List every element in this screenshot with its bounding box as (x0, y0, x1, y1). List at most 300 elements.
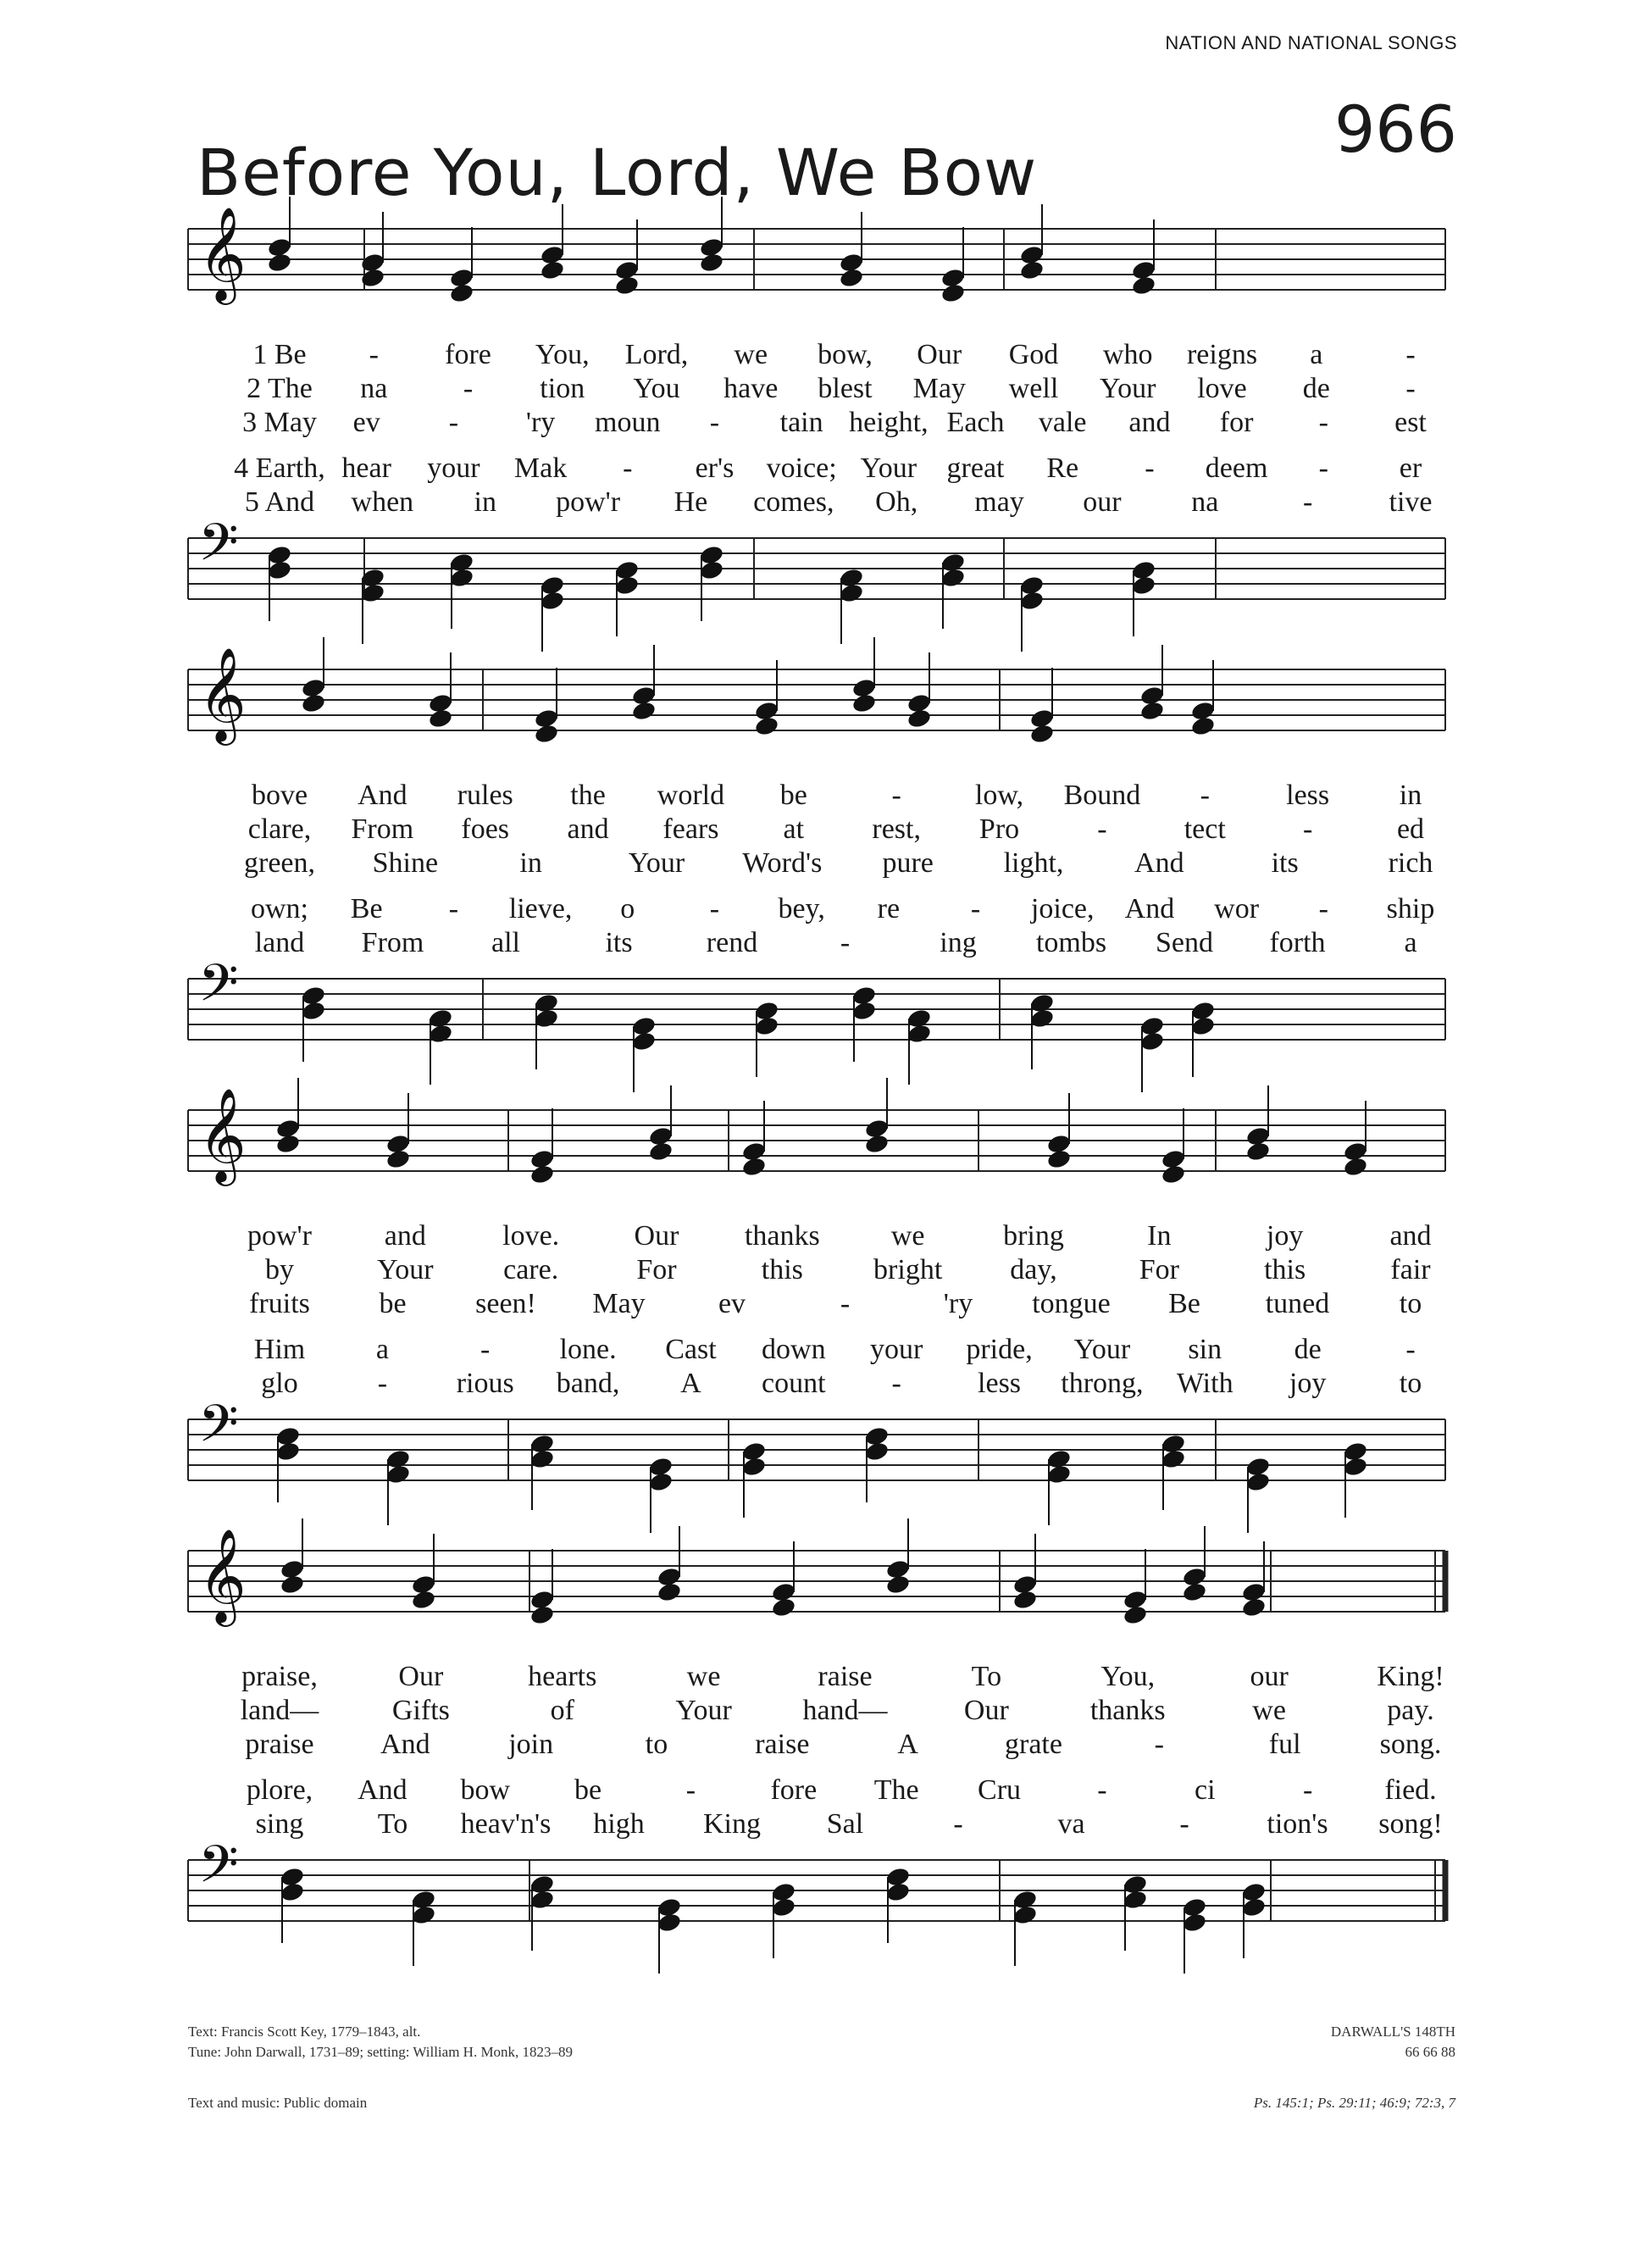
lyric-syllable: tion (540, 373, 585, 404)
bass-note-head (648, 1471, 674, 1493)
lyric-syllable: - (1302, 1774, 1313, 1806)
treble-note-head (940, 267, 967, 289)
lyric-syllable: your (870, 1334, 923, 1365)
lyric-syllable: we (734, 339, 768, 370)
lyric-syllable: to (1399, 1288, 1422, 1319)
lyric-syllable: - (1179, 1808, 1189, 1840)
lyric-syllable: reigns (1186, 339, 1258, 370)
lyric-syllable: You (633, 373, 680, 404)
lyric-syllable: bey, (778, 893, 825, 924)
bass-note-head (754, 1015, 780, 1037)
lyric-syllable: In (1147, 1220, 1172, 1252)
bass-note-head (940, 567, 967, 589)
lyric-syllable: our (1083, 486, 1122, 518)
lyric-syllable: Our (634, 1220, 679, 1252)
bass-note-head (631, 1030, 657, 1052)
lyric-syllable: raise (818, 1661, 873, 1692)
lyric-syllable: 2 The (247, 373, 313, 404)
bass-note-head (301, 1000, 327, 1022)
bass-note-head (1131, 575, 1157, 597)
bass-note-head (1139, 1030, 1166, 1052)
lyric-syllable: est (1394, 407, 1427, 438)
lyric-syllable: song! (1378, 1808, 1443, 1840)
lyric-syllable: for (1219, 407, 1254, 438)
lyric-syllable: and (567, 813, 609, 845)
lyric-syllable: A (680, 1368, 701, 1399)
lyric-syllable: 1 Be (252, 339, 307, 370)
lyric-syllable: when (351, 486, 414, 518)
bass-note-head (1241, 1896, 1267, 1918)
bass-note-head (540, 590, 566, 612)
treble-note-head (1139, 685, 1166, 707)
verse-2-line (0, 1695, 1652, 1729)
lyric-syllable: bring (1003, 1220, 1064, 1252)
lyric-syllable: re (877, 893, 901, 924)
lyric-syllable: comes, (753, 486, 834, 518)
lyric-syllable: band, (556, 1368, 620, 1399)
bass-note-head (529, 1448, 556, 1470)
bass-note-head (699, 559, 725, 581)
lyric-syllable: The (873, 1774, 919, 1806)
bass-note-head (411, 1904, 437, 1926)
lyric-syllable: ful (1268, 1729, 1301, 1760)
bass-note-head (275, 1441, 302, 1463)
verse-5-line (0, 486, 1652, 520)
lyric-syllable: to (1399, 1368, 1422, 1399)
bass-note-head (851, 1000, 878, 1022)
lyric-syllable: - (709, 407, 720, 438)
lyric-syllable: height, (849, 407, 929, 438)
verse-5-line (0, 1368, 1652, 1402)
lyric-syllable: love (1197, 373, 1247, 404)
lyric-syllable: - (1405, 1334, 1416, 1365)
lyric-syllable: Cast (665, 1334, 717, 1365)
verse-4-line (0, 1774, 1652, 1808)
lyric-syllable: And (1134, 847, 1184, 879)
lyric-syllable: count (762, 1368, 826, 1399)
lyric-syllable: Mak (513, 452, 568, 484)
lyric-syllable: praise, (241, 1661, 318, 1692)
treble-note-head (1131, 259, 1157, 281)
lyric-syllable: rich (1388, 847, 1433, 879)
lyric-syllable: - (448, 893, 459, 924)
treble-note-head (529, 1589, 556, 1611)
lyric-syllable: thanks (1089, 1695, 1166, 1726)
verse-4-line (0, 893, 1652, 927)
bass-note-head (839, 582, 865, 604)
lyric-syllable: Your (628, 847, 685, 879)
lyric-syllable: ing (940, 927, 977, 958)
lyric-syllable: joy (1289, 1368, 1327, 1399)
lyric-syllable: o (620, 893, 635, 924)
lyric-syllable: plore, (246, 1774, 313, 1806)
lyric-syllable: - (1318, 452, 1328, 484)
lyric-syllable: of (550, 1695, 574, 1726)
lyric-syllable: And (358, 1774, 407, 1806)
footer-tune-name: DARWALL'S 148TH (1330, 2024, 1455, 2040)
lyric-syllable: A (897, 1729, 918, 1760)
lyric-syllable: na (360, 373, 388, 404)
lyric-syllable: - (463, 373, 474, 404)
bass-note-head (614, 575, 640, 597)
lyric-syllable: And (1124, 893, 1175, 924)
bass-note-head (449, 567, 475, 589)
lyric-syllable: Your (377, 1254, 434, 1285)
lyric-syllable: Cru (978, 1774, 1022, 1806)
bass-note-head (534, 1008, 560, 1030)
lyric-syllable: - (1154, 1729, 1164, 1760)
lyric-syllable: have (723, 373, 779, 404)
lyric-syllable: King (703, 1808, 761, 1840)
lyric-syllable: ev (718, 1288, 746, 1319)
lyric-syllable: wor (1214, 893, 1260, 924)
treble-note-head (1029, 708, 1056, 730)
lyric-syllable: less (978, 1368, 1022, 1399)
lyric-syllable: seen! (475, 1288, 536, 1319)
lyric-syllable: rules (457, 780, 513, 811)
verse-2-line (0, 813, 1652, 847)
verse-3-line (0, 1729, 1652, 1763)
lyric-syllable: a (1404, 927, 1417, 958)
lyric-syllable: your (427, 452, 480, 484)
lyric-syllable: tain (779, 407, 823, 438)
lyric-syllable: well (1008, 373, 1059, 404)
lyric-syllable: at (783, 813, 805, 845)
lyric-syllable: - (1145, 452, 1155, 484)
bass-note-head (1182, 1912, 1208, 1934)
treble-clef-icon: 𝄞 (198, 1087, 247, 1182)
lyric-syllable: de (1302, 373, 1330, 404)
lyric-syllable: glo (261, 1368, 298, 1399)
footer-meter: 66 66 88 (1405, 2044, 1455, 2060)
lyric-syllable: and (1128, 407, 1171, 438)
lyric-syllable: 3 May (242, 407, 317, 438)
treble-clef-icon: 𝄞 (198, 647, 247, 741)
bass-note-head (1190, 1015, 1217, 1037)
lyric-syllable: And (358, 780, 407, 811)
lyric-syllable: Him (253, 1334, 306, 1365)
lyric-syllable: praise (245, 1729, 314, 1760)
lyric-syllable: its (605, 927, 633, 958)
bass-note-head (267, 559, 293, 581)
lyric-syllable: pride, (966, 1334, 1033, 1365)
lyric-syllable: fore (445, 339, 491, 370)
treble-note-head (540, 244, 566, 266)
lyric-syllable: - (891, 780, 901, 811)
section-header: NATION AND NATIONAL SONGS (1165, 32, 1457, 53)
lyric-syllable: - (1097, 813, 1107, 845)
lyric-syllable: - (709, 893, 720, 924)
bass-note-head (385, 1463, 412, 1485)
lyric-syllable: fears (662, 813, 719, 845)
lyric-syllable: sin (1188, 1334, 1222, 1365)
lyric-syllable: in (474, 486, 496, 518)
lyric-syllable: vale (1038, 407, 1087, 438)
lyric-syllable: ship (1386, 893, 1435, 924)
lyric-syllable: 'ry (525, 407, 556, 438)
lyric-syllable: Your (1100, 373, 1156, 404)
lyric-syllable: May (592, 1288, 646, 1319)
lyric-syllable: in (519, 847, 542, 879)
verse-1-line (0, 1661, 1652, 1695)
lyric-syllable: world (657, 780, 725, 811)
bass-note-head (864, 1441, 890, 1463)
treble-clef-icon: 𝄞 (198, 1528, 247, 1623)
lyric-syllable: Oh, (875, 486, 918, 518)
verse-4-line (0, 1334, 1652, 1368)
bass-note-head (529, 1889, 556, 1911)
lyric-syllable: 'ry (943, 1288, 973, 1319)
treble-note-head (864, 1118, 890, 1140)
treble-note-head (614, 259, 640, 281)
lyric-syllable: foes (461, 813, 510, 845)
lyric-syllable: joy (1266, 1220, 1304, 1252)
treble-note-head (385, 1133, 412, 1155)
lyric-syllable: Sal (826, 1808, 864, 1840)
verse-2-line (0, 373, 1652, 407)
lyric-syllable: Pro (978, 813, 1020, 845)
bass-note-head (1343, 1456, 1369, 1478)
bass-note-head (428, 1023, 454, 1045)
lyric-syllable: the (570, 780, 606, 811)
lyric-syllable: - (891, 1368, 901, 1399)
lyric-syllable: our (1250, 1661, 1289, 1692)
treble-note-head (851, 677, 878, 699)
lyric-syllable: ci (1194, 1774, 1216, 1806)
lyric-syllable: Your (675, 1695, 732, 1726)
lyric-syllable: Be (1168, 1288, 1200, 1319)
lyric-syllable: Gifts (391, 1695, 450, 1726)
lyric-syllable: and (384, 1220, 426, 1252)
lyric-syllable: - (1405, 339, 1416, 370)
treble-note-head (839, 252, 865, 274)
lyric-syllable: Your (1073, 1334, 1131, 1365)
lyric-syllable: pow'r (556, 486, 621, 518)
bass-note-head (771, 1896, 797, 1918)
lyric-syllable: Be (350, 893, 383, 924)
lyric-syllable: fore (770, 1774, 818, 1806)
lyric-syllable: Send (1156, 927, 1213, 958)
lyric-syllable: clare, (247, 813, 312, 845)
lyric-syllable: be (574, 1774, 602, 1806)
lyric-syllable: - (970, 893, 981, 924)
lyric-syllable: tombs (1035, 927, 1107, 958)
lyric-syllable: high (593, 1808, 645, 1840)
treble-note-head (1046, 1133, 1073, 1155)
bass-note-head (1046, 1463, 1073, 1485)
lyric-syllable: its (1271, 847, 1299, 879)
lyric-syllable: - (377, 1368, 388, 1399)
lyric-syllable: - (480, 1334, 491, 1365)
lyric-syllable: all (491, 927, 520, 958)
treble-note-head (275, 1118, 302, 1140)
lyric-syllable: to (645, 1729, 668, 1760)
lyric-syllable: And (380, 1729, 430, 1760)
lyric-syllable: in (1399, 780, 1422, 811)
lyric-syllable: May (912, 373, 966, 404)
lyric-syllable: ev (352, 407, 380, 438)
lyric-syllable: tect (1184, 813, 1226, 845)
lyric-syllable: this (761, 1254, 803, 1285)
lyric-syllable: va (1057, 1808, 1085, 1840)
bass-note-head (741, 1456, 768, 1478)
lyric-syllable: be (779, 780, 807, 811)
lyric-syllable: Our (398, 1661, 444, 1692)
lyric-syllable: light, (1003, 847, 1064, 879)
lyric-syllable: be (379, 1288, 407, 1319)
treble-note-head (1161, 1148, 1187, 1170)
lyric-syllable: er's (695, 452, 735, 484)
lyric-syllable: Bound (1063, 780, 1141, 811)
treble-note-head (1190, 700, 1217, 722)
lyric-syllable: by (265, 1254, 294, 1285)
treble-note-head (1019, 244, 1045, 266)
lyric-syllable: own; (251, 893, 308, 924)
treble-note-head (1245, 1125, 1272, 1147)
treble-note-head (657, 1566, 683, 1588)
lyric-syllable: grate (1005, 1729, 1062, 1760)
hymn-title: Before You, Lord, We Bow (197, 134, 1038, 210)
lyric-syllable: Re (1046, 452, 1079, 484)
verse-3-line (0, 407, 1652, 441)
bass-clef-icon: 𝄢 (198, 953, 239, 1026)
lyric-syllable: na (1191, 486, 1219, 518)
lyric-syllable: - (1302, 486, 1313, 518)
footer-scripture: Ps. 145:1; Ps. 29:11; 46:9; 72:3, 7 (1253, 2095, 1455, 2111)
lyric-syllable: joice, (1030, 893, 1095, 924)
lyric-syllable: de (1294, 1334, 1322, 1365)
lyric-syllable: low, (974, 780, 1024, 811)
lyric-syllable: land— (240, 1695, 319, 1726)
treble-note-head (885, 1558, 912, 1580)
bass-clef-icon: 𝄢 (198, 1835, 239, 1907)
lyric-syllable: - (369, 339, 379, 370)
treble-note-head (301, 677, 327, 699)
lyric-syllable: join (508, 1729, 554, 1760)
lyric-syllable: - (840, 927, 851, 958)
bass-clef-icon: 𝄢 (198, 1394, 239, 1467)
lyric-syllable: thanks (744, 1220, 820, 1252)
bass-clef-icon: 𝄢 (198, 513, 239, 586)
lyric-syllable: - (448, 407, 459, 438)
lyric-syllable: 4 Earth, (234, 452, 325, 484)
lyric-syllable: God (1008, 339, 1059, 370)
lyric-syllable: day, (1010, 1254, 1057, 1285)
lyric-syllable: and (1389, 1220, 1432, 1252)
lyric-syllable: hand— (802, 1695, 888, 1726)
treble-note-head (648, 1125, 674, 1147)
lyric-syllable: land (254, 927, 305, 958)
treble-note-head (754, 700, 780, 722)
bass-note-head (885, 1881, 912, 1903)
lyric-syllable: You, (1100, 1661, 1156, 1692)
bass-note-head (1161, 1448, 1187, 1470)
lyric-syllable: bow, (818, 339, 873, 370)
treble-note-head (631, 685, 657, 707)
lyric-syllable: fied. (1384, 1774, 1437, 1806)
treble-note-head (534, 708, 560, 730)
lyric-syllable: rious (456, 1368, 514, 1399)
bass-note-head (906, 1023, 933, 1045)
lyric-syllable: bove (251, 780, 308, 811)
lyric-syllable: tive (1389, 486, 1433, 518)
lyric-syllable: deem (1205, 452, 1268, 484)
verse-1-line (0, 780, 1652, 813)
treble-note-head (1241, 1581, 1267, 1603)
lyric-syllable: - (953, 1808, 963, 1840)
treble-note-head (741, 1141, 768, 1163)
lyric-syllable: love. (502, 1220, 560, 1252)
treble-clef-icon: 𝄞 (198, 206, 247, 301)
treble-note-head (428, 692, 454, 714)
verse-5-line (0, 1808, 1652, 1842)
lyric-syllable: From (361, 927, 424, 958)
treble-note-head (771, 1581, 797, 1603)
lyric-syllable: - (1318, 893, 1328, 924)
treble-note-head (699, 236, 725, 258)
treble-note-head (1343, 1141, 1369, 1163)
bass-note-head (657, 1912, 683, 1934)
treble-note-head (906, 692, 933, 714)
lyric-syllable: who (1102, 339, 1153, 370)
lyric-syllable: green, (243, 847, 316, 879)
lyric-syllable: hear (341, 452, 391, 484)
lyric-syllable: bow (460, 1774, 510, 1806)
footer-text-credit: Text: Francis Scott Key, 1779–1843, alt. (188, 2024, 421, 2040)
lyric-syllable: 5 And (244, 486, 315, 518)
lyric-syllable: Each (946, 407, 1005, 438)
hymn-number: 966 (1333, 92, 1457, 167)
lyric-syllable: For (636, 1254, 677, 1285)
lyric-syllable: pure (882, 847, 934, 879)
verse-4-line (0, 452, 1652, 486)
lyric-syllable: Word's (742, 847, 823, 879)
lyric-syllable: tuned (1265, 1288, 1330, 1319)
lyric-syllable: heav'n's (460, 1808, 552, 1840)
lyric-syllable: pow'r (247, 1220, 313, 1252)
lyric-syllable: To (971, 1661, 1002, 1692)
lyric-syllable: To (377, 1808, 408, 1840)
lyric-syllable: forth (1269, 927, 1326, 958)
lyric-syllable: Our (963, 1695, 1009, 1726)
lyric-syllable: Our (917, 339, 962, 370)
bass-note-head (1245, 1471, 1272, 1493)
verse-1-line (0, 339, 1652, 373)
lyric-syllable: - (1302, 813, 1313, 845)
treble-note-head (1123, 1589, 1149, 1611)
bass-note-head (1029, 1008, 1056, 1030)
lyric-syllable: - (1405, 373, 1416, 404)
treble-note-head (1012, 1574, 1039, 1596)
lyric-syllable: a (1310, 339, 1323, 370)
lyric-syllable: lieve, (508, 893, 573, 924)
lyric-syllable: care. (503, 1254, 559, 1285)
treble-note-head (1182, 1566, 1208, 1588)
lyric-syllable: - (840, 1288, 851, 1319)
lyric-syllable: rest, (872, 813, 921, 845)
lyric-syllable: this (1264, 1254, 1306, 1285)
lyric-syllable: raise (755, 1729, 810, 1760)
lyric-syllable: He (674, 486, 708, 518)
lyric-syllable: ed (1396, 813, 1425, 845)
lyric-syllable: may (974, 486, 1024, 518)
bass-note-head (280, 1881, 306, 1903)
lyric-syllable: fruits (249, 1288, 310, 1319)
lyric-syllable: bright (873, 1254, 943, 1285)
lyric-syllable: pay. (1387, 1695, 1434, 1726)
treble-note-head (267, 236, 293, 258)
lyric-syllable: we (686, 1661, 721, 1692)
